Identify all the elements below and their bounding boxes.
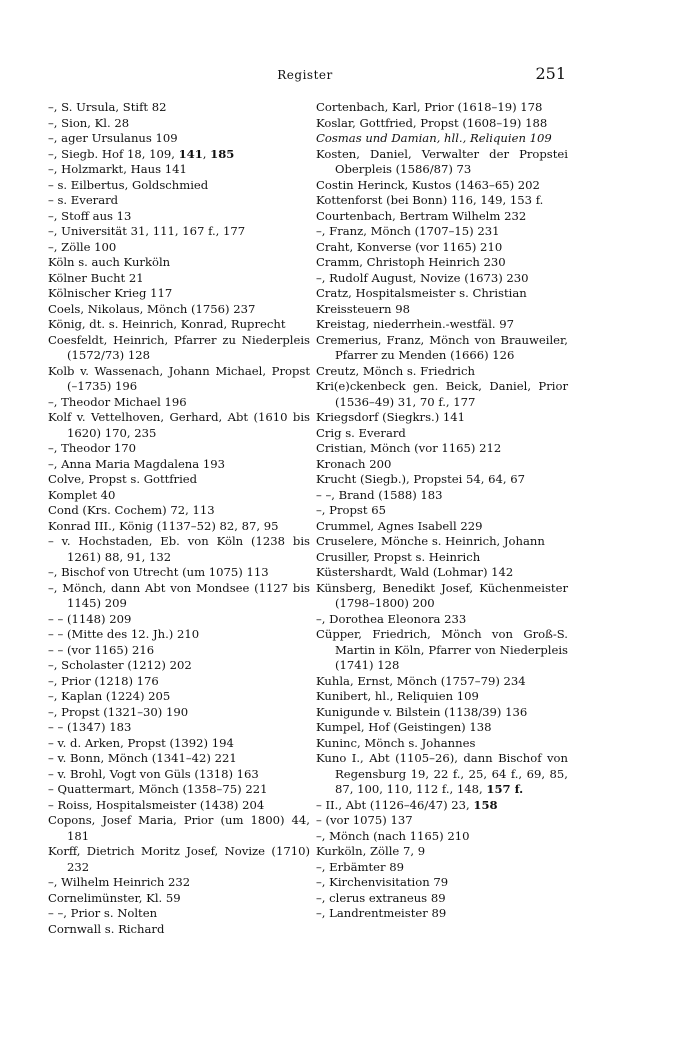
index-entry-text: Cosmas und Damian, hll., Reliquien 109 [316,131,552,145]
index-entry [48,472,310,488]
index-entry [316,410,568,426]
index-entry-text: –, Prior (1218) 176 [48,673,159,688]
index-entry-text: Kolb v. Wassenach, Johann Michael, Propst (–1735) 196 [48,363,310,393]
index-entry-text: – s. Eilbertus, Goldschmied [48,177,209,192]
index-entry [316,705,568,721]
index-entry [48,100,310,116]
index-entry [316,798,568,814]
index-entry-text: – – (1148) 209 [48,611,132,626]
index-entry [316,751,568,798]
index-entry-text: Kottenforst (bei Bonn) 116, 149, 153 f. [316,193,544,207]
index-entry-text: –, Mönch, dann Abt von Mondsee (1127 bis 1145) 209 [48,580,310,610]
index-entry [316,875,568,891]
index-entry-text: – s. Everard [48,193,119,207]
index-entry-text: Cremerius, Franz, Mönch von Brauweiler, Pfarrer zu Menden (1666) 126 [316,332,568,362]
index-entry-text: –, Propst 65 [316,503,386,517]
index-entry-text: Korff, Dietrich Moritz Josef, Novize (1710) 232 [48,844,310,874]
index-entry-text: Cond (Krs. Cochem) 72, 113 [48,503,215,517]
index-entry [48,255,310,271]
index-entry-text: –, Wilhelm Heinrich 232 [48,875,191,889]
index-entry-text: –, clerus extraneus 89 [316,890,446,905]
index-entry-text: – v. Hochstaden, Eb. von Köln (1238 bis 1261) 88, 91, 132 [48,534,310,564]
index-entry [48,317,310,333]
index-entry [316,829,568,845]
index-entry [316,147,568,178]
index-entry [48,224,310,240]
index-entry-text: –, Kaplan (1224) 205 [48,689,171,703]
page-number: 251 [535,64,566,83]
index-entry-text: –, Bischof von Utrecht (um 1075) 113 [48,565,269,579]
index-entry-text: Colve, Propst s. Gottfried [48,472,198,486]
index-entry [316,627,568,674]
index-entry [48,689,310,705]
index-entry [316,565,568,581]
index-entry [48,534,310,565]
index-entry [48,875,310,891]
index-entry-text: Konrad III., König (1137–52) 82, 87, 95 [48,518,279,533]
index-entry [316,209,568,225]
index-entry-text: –, Siegb. Hof 18, 109, [48,146,179,161]
index-entry-text: –, Mönch (nach 1165) 210 [316,828,470,843]
index-entry-text: Kuninc, Mönch s. Johannes [316,735,476,750]
index-entry [48,705,310,721]
index-entry-text: Kri(e)ckenbeck gen. Beick, Daniel, Prior (1536–49) 31, 70 f., 177 [316,379,568,409]
index-entry [48,162,310,178]
index-entry [48,581,310,612]
index-entry-text: 158 [473,797,498,812]
index-entry [48,488,310,504]
index-entry [48,116,310,132]
index-entry-text: – – (Mitte des 12. Jh.) 210 [48,627,200,641]
index-entry-text: Köln s. auch Kurköln [48,255,171,269]
index-entry-text: Kurköln, Zölle 7, 9 [316,844,426,858]
index-entry-text: Küstershardt, Wald (Lohmar) 142 [316,565,514,579]
index-entry [316,519,568,535]
index-entry-text: Crummel, Agnes Isabell 229 [316,518,483,533]
index-entry [48,720,310,736]
running-title: Register [277,68,333,82]
index-entry-text: Cristian, Mönch (vor 1165) 212 [316,441,502,455]
index-entry [48,643,310,659]
index-entry [48,612,310,628]
index-entry-text: –, Erbämter 89 [316,859,405,874]
index-entry-text: – v. d. Arken, Propst (1392) 194 [48,735,234,750]
index-entry-text: Kreistag, niederrhein.-westfäl. 97 [316,317,515,331]
index-entry-text: – (vor 1075) 137 [316,813,413,827]
index-entry [316,240,568,256]
index-entry [316,379,568,410]
index-entry [48,627,310,643]
index-entry-text: –, Anna Maria Magdalena 193 [48,456,226,471]
index-entry-text: –, Franz, Mönch (1707–15) 231 [316,224,500,238]
index-entry-text: –, Theodor 170 [48,441,136,455]
page-header [0,64,700,88]
index-entry-text: – –, Prior s. Nolten [48,906,158,920]
index-entry-text: Kölner Bucht 21 [48,270,144,285]
index-entry-text: Cramm, Christoph Heinrich 230 [316,255,506,269]
index-entry [316,472,568,488]
index-entry [48,457,310,473]
index-entry-text: Coels, Nikolaus, Mönch (1756) 237 [48,301,256,316]
index-entry [48,798,310,814]
index-entry-text: – Roiss, Hospitalsmeister (1438) 204 [48,797,265,812]
index-entry-text: –, Propst (1321–30) 190 [48,704,189,719]
index-entry [48,193,310,209]
index-entry [316,100,568,116]
index-entry-text: 141 [178,146,203,161]
index-entry [48,503,310,519]
index-entry [48,209,310,225]
index-entry [48,565,310,581]
index-entry [48,410,310,441]
index-entry [316,302,568,318]
index-entry [48,906,310,922]
index-entry [316,441,568,457]
index-entry-text: –, Dorothea Eleonora 233 [316,611,467,626]
index-entry-text: Copons, Josef Maria, Prior (um 1800) 44, 181 [48,813,310,843]
index-entry-text: Kriegsdorf (Siegkrs.) 141 [316,410,466,424]
index-entry [48,271,310,287]
index-entry-text: Kronach 200 [316,456,392,471]
index-entry [48,782,310,798]
index-entry-text: Cratz, Hospitalsmeister s. Christian [316,286,527,300]
index-entry [48,519,310,535]
index-entry-text: –, Kirchenvisitation 79 [316,875,449,889]
index-entry-text: 185 [210,146,235,161]
index-entry-text: Krucht (Siegb.), Propstei 54, 64, 67 [316,472,526,486]
index-entry-text: Crig s. Everard [316,425,406,440]
index-entry-text: Kölnischer Krieg 117 [48,286,173,300]
index-entry [48,736,310,752]
index-entry [316,271,568,287]
index-entry-text: –, ager Ursulanus 109 [48,131,178,145]
index-entry [316,534,568,550]
index-entry-text: Kuno I., Abt (1105–26), dann Bischof von Regensburg 19, 22 f., 25, 64 f., 69, 85, 87, 100, 110, 112 f., 148, [316,751,568,796]
index-entry [316,193,568,209]
index-entry [48,364,310,395]
index-entry-text: Coesfeldt, Heinrich, Pfarrer zu Niederpleis (1572/73) 128 [48,332,310,362]
index-entry [316,116,568,132]
index-entry-text: , [202,146,211,161]
index-entry [316,178,568,194]
index-entry-text: 157 f. [486,782,524,796]
index-entry [316,844,568,860]
index-entry [316,333,568,364]
index-entry [48,395,310,411]
index-entry [316,224,568,240]
index-entry-text: –, Landrentmeister 89 [316,906,447,920]
index-entry [316,891,568,907]
index-entry [48,767,310,783]
index-entry-text: – Quattermart, Mönch (1358–75) 221 [48,782,268,796]
index-entry [316,581,568,612]
index-entry [48,333,310,364]
index-entry-text: Kunibert, hl., Reliquien 109 [316,689,479,703]
index-entry-text: Courtenbach, Bertram Wilhelm 232 [316,208,527,223]
index-entry [48,844,310,875]
index-entry-text: Crusiller, Propst s. Heinrich [316,549,481,564]
index-entry [48,131,310,147]
index-entry-text: Costin Herinck, Kustos (1463–65) 202 [316,177,540,192]
index-entry-text: –, Sion, Kl. 28 [48,115,130,130]
index-entry-text: –, Holzmarkt, Haus 141 [48,162,187,176]
index-entry [48,441,310,457]
index-entry-text: –, Universität 31, 111, 167 f., 177 [48,224,246,238]
index-entry-text: Kreissteuern 98 [316,301,410,316]
index-entry-text: Komplet 40 [48,487,116,502]
index-entry-text: Kolf v. Vettelhoven, Gerhard, Abt (1610 bis 1620) 170, 235 [48,410,310,440]
index-entry-text: Kosten, Daniel, Verwalter der Propstei Oberpleis (1586/87) 73 [316,146,568,176]
index-entry-text: –, S. Ursula, Stift 82 [48,100,167,114]
index-entry [316,364,568,380]
index-entry-text: – v. Bonn, Mönch (1341–42) 221 [48,751,237,765]
index-entry [48,147,310,163]
index-entry [316,426,568,442]
index-entry-text: – –, Brand (1588) 183 [316,487,443,502]
index-entry [316,674,568,690]
index-entry [316,612,568,628]
index-entry [316,813,568,829]
index-entry-text: –, Zölle 100 [48,239,117,254]
index-entry [316,503,568,519]
index-entry-text: Kunigunde v. Bilstein (1138/39) 136 [316,704,528,719]
index-entry-text: Koslar, Gottfried, Propst (1608–19) 188 [316,115,548,130]
index-column-left [48,100,310,937]
index-entry-text: Kuhla, Ernst, Mönch (1757–79) 234 [316,673,526,688]
index-entry-text: Craht, Konverse (vor 1165) 210 [316,239,503,254]
index-entry-text: –, Rudolf August, Novize (1673) 230 [316,270,529,285]
index-entry-text: Creutz, Mönch s. Friedrich [316,363,475,378]
index-entry-text: – – (vor 1165) 216 [48,642,155,657]
index-entry-text: – II., Abt (1126–46/47) 23, [316,797,474,812]
index-entry-text: – – (1347) 183 [48,720,132,734]
index-entry-text: –, Stoff aus 13 [48,208,132,223]
index-entry-text: Künsberg, Benedikt Josef, Küchenmeister (1798–1800) 200 [316,580,568,610]
index-entry [316,255,568,271]
index-entry-text: Cornwall s. Richard [48,921,165,936]
index-entry [48,286,310,302]
index-entry-text: König, dt. s. Heinrich, Konrad, Ruprecht [48,317,286,331]
index-entry [316,736,568,752]
index-entry [48,751,310,767]
index-entry [316,720,568,736]
index-entry [316,457,568,473]
index-entry-text: Cortenbach, Karl, Prior (1618–19) 178 [316,100,543,114]
index-entry [316,550,568,566]
index-entry [48,813,310,844]
index-entry-text: Kumpel, Hof (Geistingen) 138 [316,720,492,734]
index-entry [316,317,568,333]
index-entry [316,131,568,147]
index-entry [48,891,310,907]
index-entry [48,302,310,318]
index-entry [316,488,568,504]
index-entry-text: – v. Brohl, Vogt von Güls (1318) 163 [48,766,259,781]
index-entry [316,860,568,876]
index-entry [48,240,310,256]
index-entry-text: Cruselere, Mönche s. Heinrich, Johann [316,534,545,548]
index-entry [316,906,568,922]
index-entry [48,922,310,938]
index-entry-text: Cüpper, Friedrich, Mönch von Groß-S. Martin in Köln, Pfarrer von Niederpleis (1741) 128 [316,627,568,672]
index-entry [316,286,568,302]
index-entry-text: –, Theodor Michael 196 [48,394,187,409]
index-entry [48,178,310,194]
index-entry [316,689,568,705]
index-entry [48,674,310,690]
index-column-right [316,100,568,922]
index-entry-text: –, Scholaster (1212) 202 [48,658,192,672]
index-entry [48,658,310,674]
index-entry-text: Cornelimünster, Kl. 59 [48,890,181,905]
